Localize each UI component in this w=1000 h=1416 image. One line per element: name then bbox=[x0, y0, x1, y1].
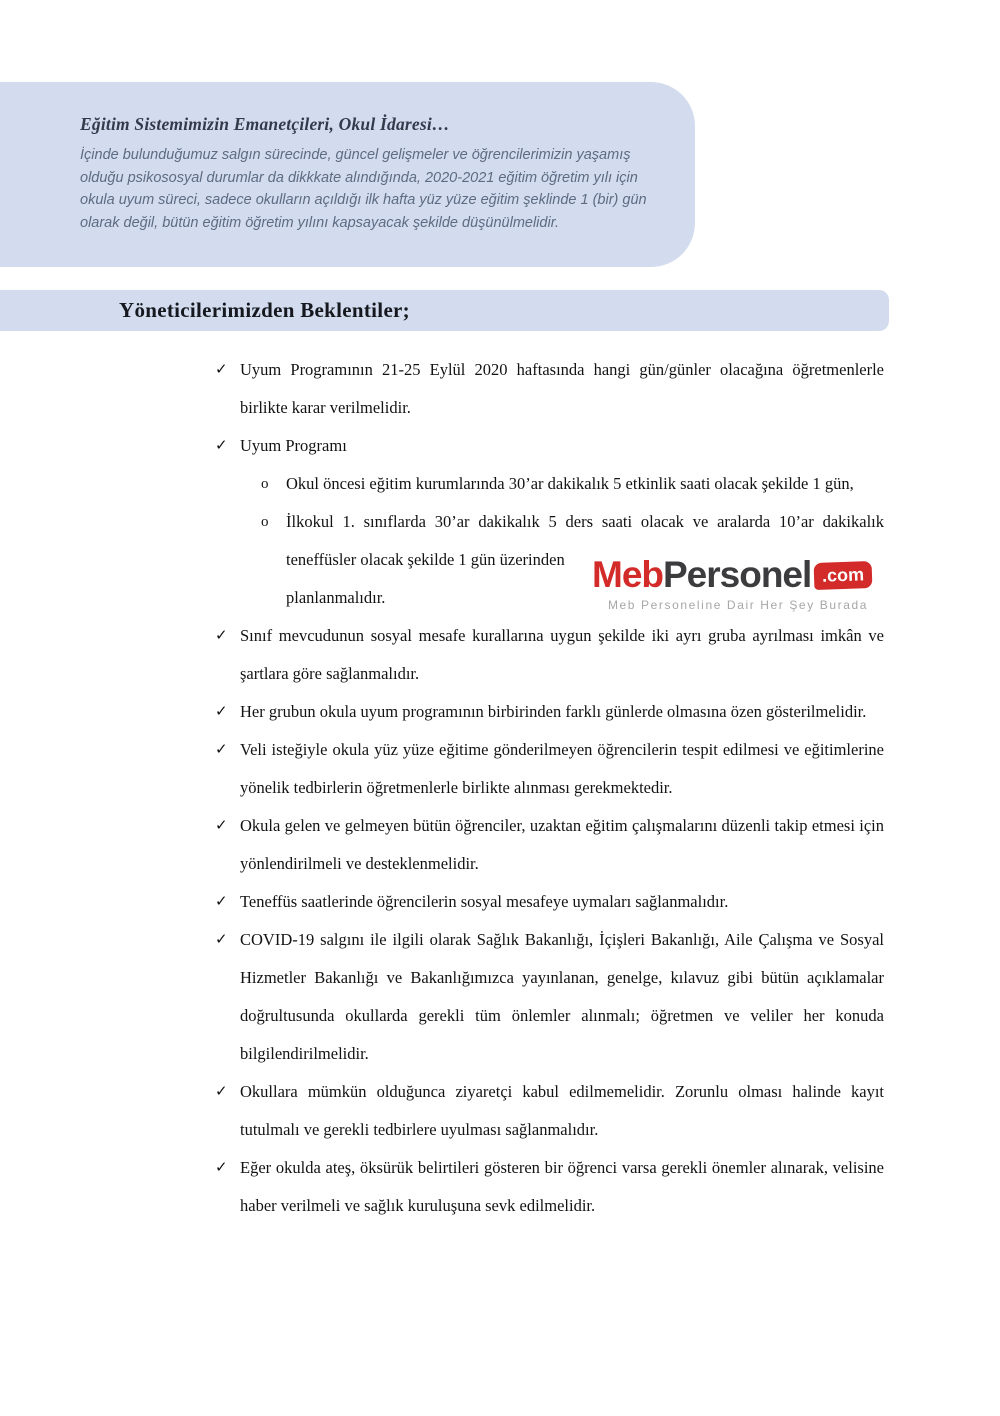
list-item bbox=[215, 427, 884, 465]
circle-bullet-icon: o bbox=[261, 476, 269, 492]
expectations-list bbox=[215, 351, 884, 1225]
list-item-text: Sınıf mevcudunun sosyal mesafe kurallarına uygun şekilde iki ayrı gruba ayrılması imkân ve şartlara göre sağlanmalıdır. bbox=[240, 626, 884, 683]
check-icon: ✓ bbox=[215, 1160, 228, 1176]
sub-list-item-line: planlanmalıdır. bbox=[286, 588, 386, 607]
list-item bbox=[215, 351, 884, 427]
list-item bbox=[215, 1149, 884, 1225]
logo-text-personel: Personel bbox=[663, 554, 812, 595]
list-item bbox=[215, 731, 884, 807]
list-item-text: Uyum Programının 21-25 Eylül 2020 haftasında hangi gün/günler olacağına öğretmenlerle birlikte karar verilmelidir. bbox=[240, 360, 884, 417]
intro-paragraph: İçinde bulunduğumuz salgın sürecinde, güncel gelişmeler ve öğrencilerimizin yaşamış olduğu psikososyal durumlar da dikkkate alındığında, 2020-2021 eğitim öğretim yılı için okula uyum süreci, sadece okulların açıldığı ilk hafta yüz yüze eğitim şeklinde 1 (bir) gün olarak değil, bütün eğitim öğretim yılını kapsayacak şekilde düşünülmelidir. bbox=[80, 147, 647, 231]
logo-tagline: Meb Personeline Dair Her Şey Burada bbox=[607, 598, 869, 612]
list-item-text: Okula gelen ve gelmeyen bütün öğrenciler, uzaktan eğitim çalışmalarını düzenli takip etmesi için yönlendirilmeli ve desteklenmelidir. bbox=[240, 816, 884, 873]
section-heading-band bbox=[0, 290, 889, 331]
list-item bbox=[215, 693, 884, 731]
section-heading: Yöneticilerimizden Beklentiler; bbox=[119, 298, 410, 322]
check-icon: ✓ bbox=[215, 742, 228, 758]
list-item-text: Her grubun okula uyum programının birbirinden farklı günlerde olmasına özen gösterilmelidir. bbox=[240, 702, 867, 721]
logo-wordmark bbox=[592, 554, 884, 596]
sub-list-item bbox=[261, 465, 884, 503]
check-icon: ✓ bbox=[215, 628, 228, 644]
list-item-text: Eğer okulda ateş, öksürük belirtileri gösteren bir öğrenci varsa gerekli önemler alınarak, velisine haber verilmeli ve sağlık kuruluşuna sevk edilmelidir. bbox=[240, 1158, 884, 1215]
check-icon: ✓ bbox=[215, 1084, 228, 1100]
check-icon: ✓ bbox=[215, 438, 228, 454]
sub-list-item-text: Okul öncesi eğitim kurumlarında 30’ar dakikalık 5 etkinlik saati olacak şekilde 1 gün, bbox=[286, 474, 854, 493]
list-item bbox=[215, 807, 884, 883]
intro-title: Eğitim Sistemimizin Emanetçileri, Okul İdaresi… bbox=[80, 114, 450, 134]
sub-list-item-line: İlkokul 1. sınıflarda 30’ar dakikalık 5 ders saati olacak ve aralarda 10’ar dakikalık teneffüsler olacak şekilde 1 gün üzerinden bbox=[286, 512, 884, 569]
logo-com-badge: .com bbox=[814, 560, 873, 589]
list-item-text: Uyum Programı bbox=[240, 436, 347, 455]
list-item-text: Okullara mümkün olduğunca ziyaretçi kabul edilmemelidir. Zorunlu olması halinde kayıt tutulmalı ve gerekli tedbirlere uyulması sağlanmalıdır. bbox=[240, 1082, 884, 1139]
list-item bbox=[215, 617, 884, 693]
list-item bbox=[215, 921, 884, 1073]
check-icon: ✓ bbox=[215, 818, 228, 834]
check-icon: ✓ bbox=[215, 894, 228, 910]
logo-text-meb: Meb bbox=[592, 554, 663, 595]
check-icon: ✓ bbox=[215, 362, 228, 378]
list-item-text: Teneffüs saatlerinde öğrencilerin sosyal mesafeye uymaları sağlanmalıdır. bbox=[240, 892, 729, 911]
check-icon: ✓ bbox=[215, 932, 228, 948]
mebpersonel-logo bbox=[592, 554, 884, 612]
list-item-text: COVID-19 salgını ile ilgili olarak Sağlık Bakanlığı, İçişleri Bakanlığı, Aile Çalışma ve Sosyal Hizmetler Bakanlığı ve Bakanlığımızca yayınlanan, genelge, kılavuz gibi bütün açıklamalar doğrultusunda okullarda gerekli tüm önlemler alınmalı; öğretmen ve veliler her konuda bilgilendirilmelidir. bbox=[240, 930, 884, 1063]
check-icon: ✓ bbox=[215, 704, 228, 720]
intro-panel bbox=[0, 82, 695, 267]
list-item bbox=[215, 1073, 884, 1149]
list-item bbox=[215, 883, 884, 921]
circle-bullet-icon: o bbox=[261, 514, 269, 530]
list-item-text: Veli isteğiyle okula yüz yüze eğitime gönderilmeyen öğrencilerin tespit edilmesi ve eğitimlerine yönelik tedbirlerin öğretmenlerle birlikte alınması gerekmektedir. bbox=[240, 740, 884, 797]
